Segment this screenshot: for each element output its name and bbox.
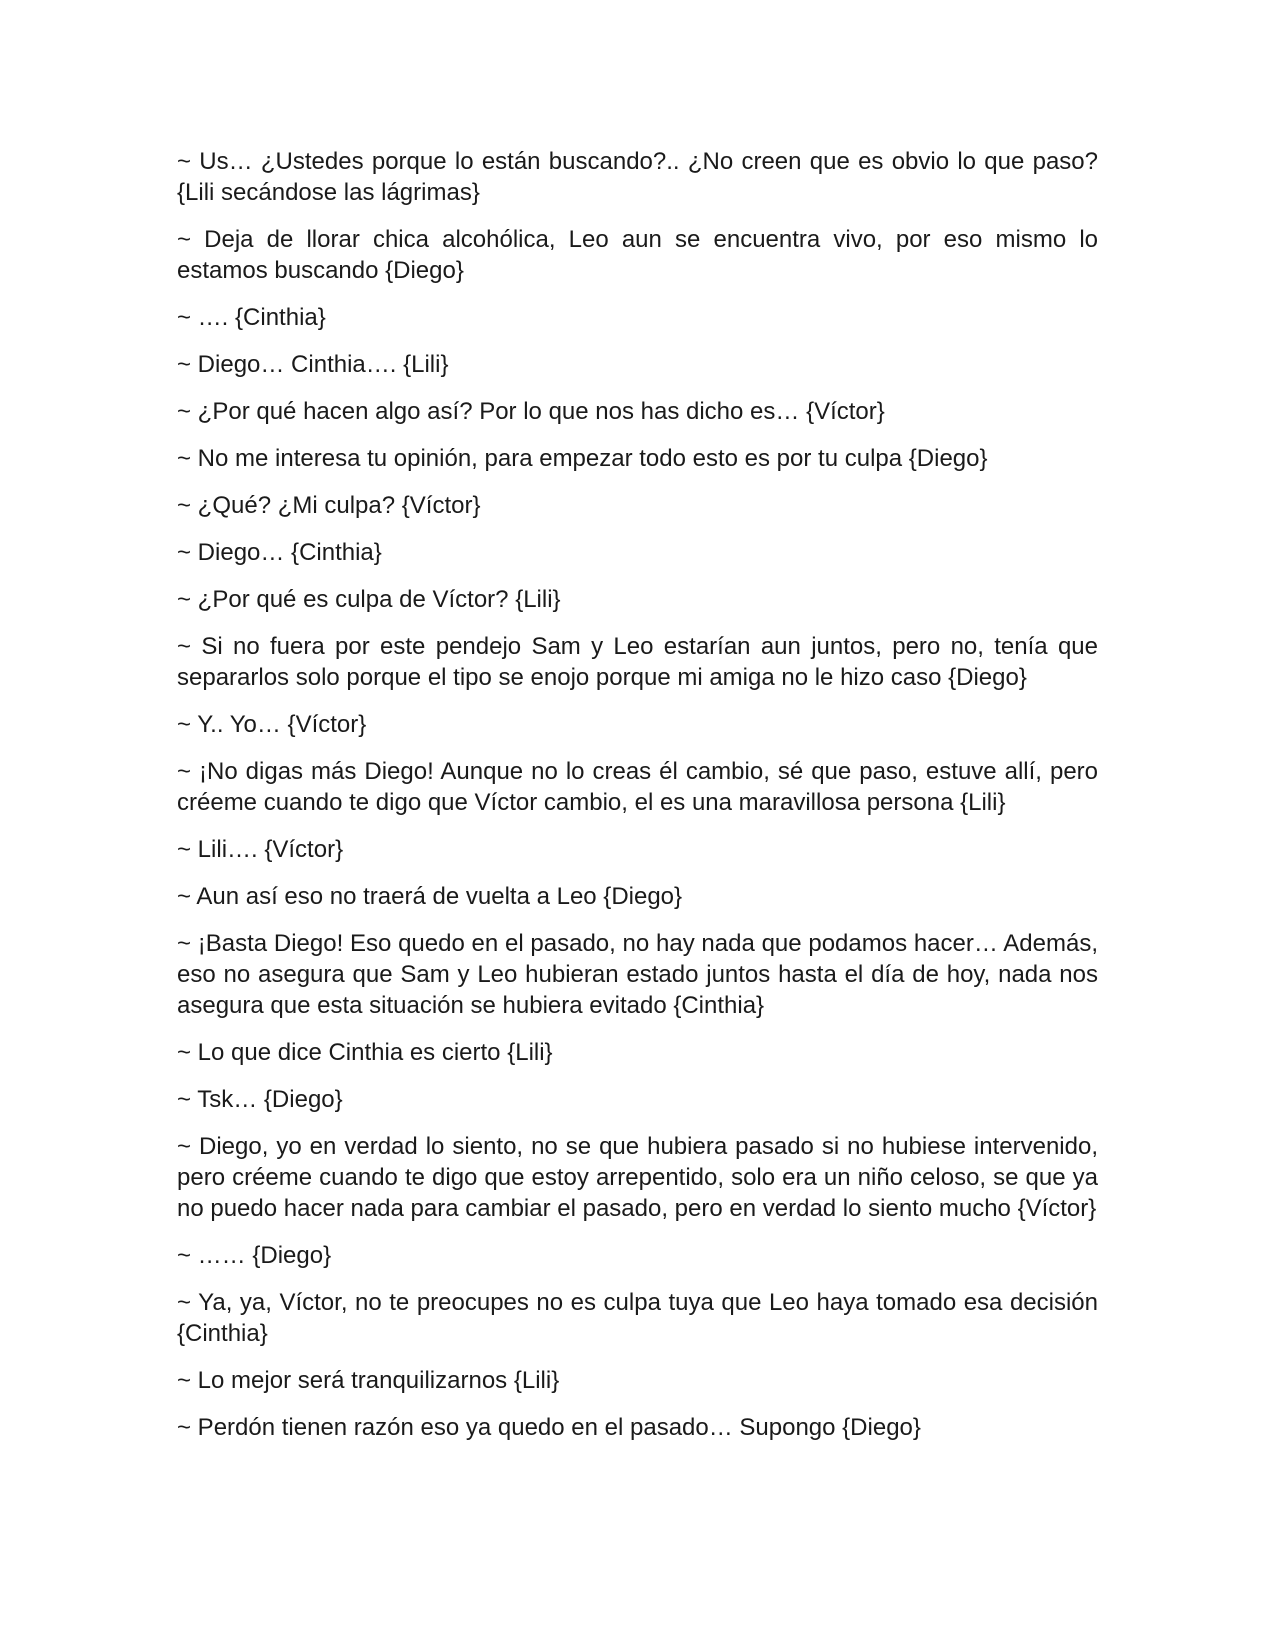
dialogue-line: ~ Lili…. {Víctor} xyxy=(177,836,344,863)
dialogue-line: ~ ¿Por qué hacen algo así? Por lo que nos has dicho es… {Víctor} xyxy=(177,398,885,425)
dialogue-line: ~ ¿Qué? ¿Mi culpa? {Víctor} xyxy=(177,492,481,519)
dialogue-line: ~ Diego… {Cinthia} xyxy=(177,539,382,566)
dialogue-line: ~ Si no fuera por este pendejo Sam y Leo estarían aun juntos, pero no, tenía que separarlos solo porque el tipo se enojo porque mi amiga no le hizo caso {Diego} xyxy=(177,633,1098,691)
dialogue-line: ~ Perdón tienen razón eso ya quedo en el pasado… Supongo {Diego} xyxy=(177,1414,921,1441)
dialogue-line: ~ ¡Basta Diego! Eso quedo en el pasado, no hay nada que podamos hacer… Además, eso no asegura que Sam y Leo hubieran estado juntos hasta el día de hoy, nada nos asegura que esta situación se hubiera evitado {Cinthia} xyxy=(177,930,1098,1019)
dialogue-line: ~ No me interesa tu opinión, para empezar todo esto es por tu culpa {Diego} xyxy=(177,445,988,472)
dialogue-line: ~ Diego, yo en verdad lo siento, no se que hubiera pasado si no hubiese intervenido, pero créeme cuando te digo que estoy arrepentido, solo era un niño celoso, se que ya no puedo hacer nada para cambiar el pasado, pero en verdad lo siento mucho {Víctor} xyxy=(177,1133,1098,1222)
dialogue-line: ~ Tsk… {Diego} xyxy=(177,1086,343,1113)
document-page xyxy=(177,146,1098,1459)
dialogue-line: ~ Lo mejor será tranquilizarnos {Lili} xyxy=(177,1367,560,1394)
dialogue-line: ~ ¡No digas más Diego! Aunque no lo creas él cambio, sé que paso, estuve allí, pero créeme cuando te digo que Víctor cambio, el es una maravillosa persona {Lili} xyxy=(177,758,1098,816)
dialogue-line: ~ …… {Diego} xyxy=(177,1242,332,1269)
dialogue-line: ~ Lo que dice Cinthia es cierto {Lili} xyxy=(177,1039,553,1066)
dialogue-line: ~ Us… ¿Ustedes porque lo están buscando?.. ¿No creen que es obvio lo que paso? {Lili secándose las lágrimas} xyxy=(177,148,1098,206)
dialogue-line: ~ Aun así eso no traerá de vuelta a Leo {Diego} xyxy=(177,883,683,910)
dialogue-line: ~ Deja de llorar chica alcohólica, Leo aun se encuentra vivo, por eso mismo lo estamos buscando {Diego} xyxy=(177,226,1098,284)
dialogue-line: ~ Diego… Cinthia…. {Lili} xyxy=(177,351,449,378)
dialogue-line: ~ …. {Cinthia} xyxy=(177,304,326,331)
dialogue-line: ~ Y.. Yo… {Víctor} xyxy=(177,711,367,738)
dialogue-line: ~ Ya, ya, Víctor, no te preocupes no es culpa tuya que Leo haya tomado esa decisión {Cinthia} xyxy=(177,1289,1098,1347)
dialogue-line: ~ ¿Por qué es culpa de Víctor? {Lili} xyxy=(177,586,561,613)
